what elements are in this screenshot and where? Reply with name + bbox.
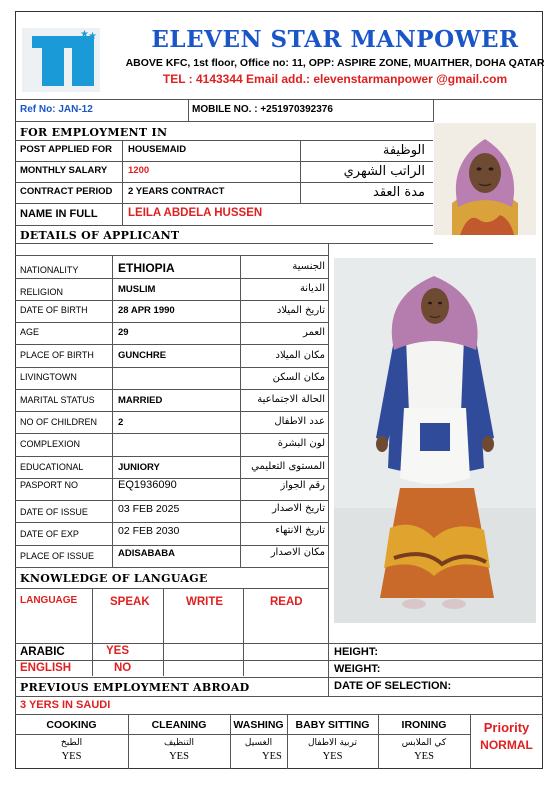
star-icon: ★ [88, 31, 97, 42]
skill-washing-label: WASHING [233, 719, 284, 731]
issue-date-label: DATE OF ISSUE [20, 507, 88, 517]
post-applied-arabic: الوظيفة [382, 143, 425, 158]
language-english-label: ENGLISH [20, 662, 72, 674]
skill-cleaning-value: YES [169, 751, 189, 762]
age-arabic: العمر [303, 327, 325, 338]
language-header-speak: SPEAK [110, 596, 150, 608]
education-label: EDUCATIONAL [20, 462, 84, 472]
language-arabic-label: ARABIC [20, 646, 65, 658]
age-value: 29 [118, 327, 129, 338]
age-label: AGE [20, 327, 40, 337]
place-of-issue-label: PLACE OF ISSUE [20, 551, 95, 561]
dob-label: DATE OF BIRTH [20, 305, 88, 315]
religion-arabic: الديانة [299, 283, 325, 294]
skill-baby-sitting-arabic: تربية الاطفال [307, 738, 357, 748]
full-body-photo [334, 258, 536, 623]
language-header-language: LANGUAGE [20, 595, 78, 606]
place-of-birth-arabic: مكان الميلاد [275, 350, 325, 361]
issue-date-value: 03 FEB 2025 [118, 503, 180, 515]
religion-value: MUSLIM [118, 284, 156, 295]
ref-number: Ref No: JAN-12 [20, 104, 93, 115]
skill-ironing-arabic: كي الملابس [401, 738, 447, 748]
issue-date-arabic: تاريخ الاصدار [272, 503, 325, 514]
full-name-label: NAME IN FULL [20, 208, 98, 220]
skill-cooking-arabic: الطبخ [60, 738, 83, 748]
height-label: HEIGHT: [334, 646, 378, 658]
skill-cooking-label: COOKING [46, 719, 97, 731]
skill-cooking-value: YES [61, 751, 82, 762]
weight-label: WEIGHT: [334, 663, 381, 675]
monthly-salary-arabic: الراتب الشهري [343, 164, 425, 179]
children-value: 2 [118, 417, 124, 428]
priority-label: Priority [483, 720, 530, 735]
nationality-label: NATIONALITY [20, 265, 79, 275]
expiry-date-arabic: تاريخ الانتهاء [275, 525, 325, 536]
previous-employment-title: PREVIOUS EMPLOYMENT ABROAD [20, 681, 250, 694]
mobile-number: MOBILE NO. : +251970392376 [192, 104, 333, 115]
place-of-issue-arabic: مكان الاصدار [270, 547, 325, 558]
passport-no-value: EQ1936090 [118, 479, 177, 491]
skill-washing-value: YES [262, 751, 282, 762]
children-arabic: عدد الاطفال [274, 416, 325, 427]
language-header-read: READ [270, 596, 303, 608]
star-icon: ★ [80, 29, 89, 40]
passport-photo [434, 123, 536, 235]
logo-digit-one [42, 36, 64, 86]
contract-period-label: CONTRACT PERIOD [20, 186, 113, 197]
details-section-title: DETAILS OF APPLICANT [20, 229, 180, 242]
expiry-date-value: 02 FEB 2030 [118, 525, 180, 537]
marital-status-label: MARITAL STATUS [20, 395, 95, 405]
passport-no-arabic: رقم الجواز [280, 480, 325, 491]
employment-section-title: FOR EMPLOYMENT IN [20, 126, 168, 139]
education-arabic: المستوى التعليمي [251, 461, 325, 472]
place-of-birth-value: GUNCHRE [118, 350, 167, 361]
place-of-issue-value: ADISABABA [118, 548, 175, 559]
full-name-value: LEILA ABDELA HUSSEN [128, 207, 263, 219]
passport-no-label: PASPORT NO [20, 480, 79, 490]
education-value: JUNIORY [118, 462, 160, 473]
contract-period-arabic: مدة العقد [373, 185, 425, 200]
expiry-date-label: DATE OF EXP [20, 529, 79, 539]
dob-arabic: تاريخ الميلاد [276, 305, 325, 316]
skill-baby-sitting-label: BABY SITTING [295, 719, 370, 731]
living-town-arabic: مكان السكن [272, 372, 325, 383]
nationality-value: ETHIOPIA [118, 261, 175, 275]
dob-value: 28 APR 1990 [118, 305, 175, 316]
religion-label: RELIGION [20, 287, 64, 297]
language-arabic-speak: YES [106, 645, 130, 657]
contract-period-value: 2 YEARS CONTRACT [128, 186, 225, 197]
priority-value: NORMAL [480, 738, 533, 752]
previous-employment-value: 3 YERS IN SAUDI [20, 699, 111, 711]
eleven-stars-logo [22, 28, 100, 92]
skill-baby-sitting-value: YES [322, 751, 343, 762]
post-applied-label: POST APPLIED FOR [20, 144, 113, 155]
children-label: NO OF CHILDREN [20, 417, 98, 427]
language-english-speak: NO [114, 662, 132, 674]
marital-status-arabic: الحالة الاجتماعية [257, 394, 325, 405]
post-applied-value: HOUSEMAID [128, 144, 187, 155]
living-town-label: LIVINGTOWN [20, 372, 77, 382]
language-section-title: KNOWLEDGE OF LANGUAGE [20, 572, 208, 585]
star-icon: ★ [86, 39, 95, 50]
skill-washing-arabic: الغسيل [244, 738, 273, 748]
skill-ironing-value: YES [414, 751, 434, 762]
skill-ironing-label: IRONING [401, 719, 447, 731]
date-of-selection-label: DATE OF SELECTION: [334, 680, 452, 692]
company-address: ABOVE KFC, 1st floor, Office no: 11, OPP: ASPIRE ZONE, MUAITHER, DOHA QATAR [125, 57, 545, 69]
monthly-salary-label: MONTHLY SALARY [20, 165, 108, 176]
complexion-arabic: لون البشرة [277, 438, 325, 449]
skill-cleaning-arabic: التنظيف [163, 738, 195, 748]
place-of-birth-label: PLACE OF BIRTH [20, 350, 94, 360]
company-contact: TEL : 4143344 Email add.: elevenstarmanpower @gmail.com [162, 72, 508, 86]
nationality-arabic: الجنسية [292, 261, 325, 272]
company-name: ELEVEN STAR MANPOWER [151, 26, 519, 53]
language-header-write: WRITE [186, 596, 224, 608]
skill-cleaning-label: CLEANING [151, 719, 207, 731]
complexion-label: COMPLEXION [20, 439, 81, 449]
monthly-salary-value: 1200 [128, 165, 150, 176]
marital-status-value: MARRIED [118, 395, 163, 406]
